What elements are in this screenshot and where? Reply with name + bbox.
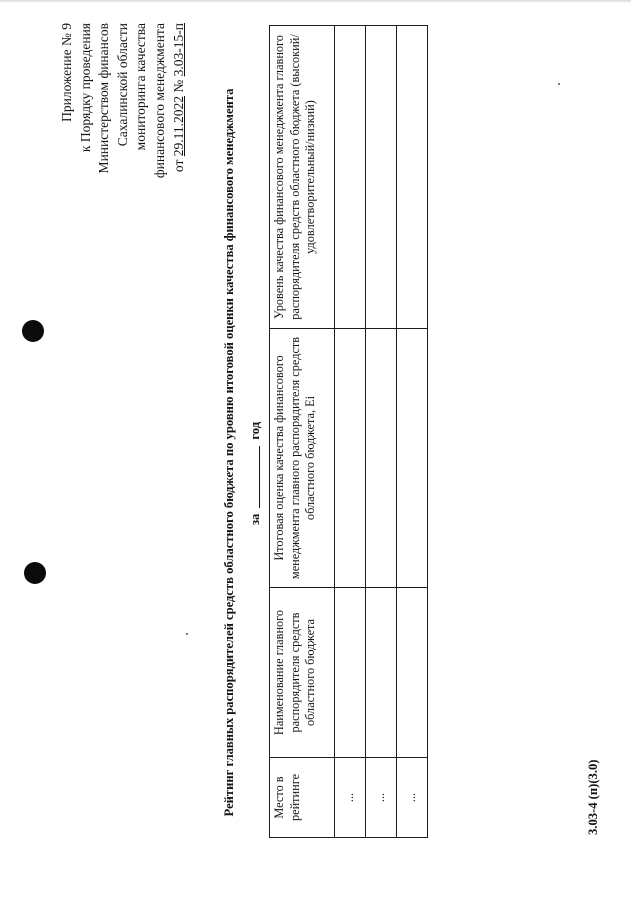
appendix-number: 3.03-15-п (170, 23, 186, 77)
cell-name (397, 588, 428, 758)
table-row (335, 26, 366, 838)
appendix-ref-mid: № (170, 76, 186, 96)
form-code: 3.03-4 (п)(3.0) (586, 759, 600, 835)
appendix-line: к Порядку проведения (77, 23, 93, 153)
appendix-line: Приложение № 9 (59, 23, 74, 122)
appendix-line: финансового менеджмента (151, 23, 167, 179)
cell-level (366, 26, 397, 329)
appendix-date: 29.11.2022 (170, 95, 186, 157)
cell-name (335, 588, 366, 758)
appendix-ref-prefix: от (170, 156, 186, 173)
cell-score (366, 329, 397, 588)
period-suffix: год (248, 421, 262, 440)
appendix-line: мониторинга качества (133, 23, 149, 151)
cell-rank: ... (335, 758, 366, 838)
table-row (366, 26, 397, 838)
table-row (397, 26, 428, 838)
table-header-row (270, 26, 335, 838)
period-blank (259, 446, 260, 508)
appendix-header (58, 23, 188, 255)
cell-rank: ... (366, 758, 397, 838)
header-score: Итоговая оценка качества финансового менеджмента главного распорядителя средств областного бюджета, Ei (270, 329, 335, 588)
period-prefix: за (248, 513, 262, 525)
period-line (248, 422, 263, 525)
scan-speck (558, 83, 560, 85)
scan-speck (186, 633, 188, 635)
header-level: Уровень качества финансового менеджмента главного распорядителя средств областного бюджета (высокий/удовлетворительный/низкий) (270, 26, 335, 329)
cell-name (366, 588, 397, 758)
header-name: Наименование главного распорядителя средств областного бюджета (270, 588, 335, 758)
cell-rank: ... (397, 758, 428, 838)
appendix-line: Сахалинской области (114, 23, 130, 147)
cell-level (397, 26, 428, 329)
cell-score (397, 329, 428, 588)
document-title: Рейтинг главных распорядителей средств областного бюджета по уровню итоговой оценки качества финансового менеджмента (222, 88, 236, 817)
header-rank: Место в рейтинге (270, 758, 335, 838)
appendix-reference (170, 23, 189, 255)
cell-level (335, 26, 366, 329)
rating-table (269, 25, 428, 838)
cell-score (335, 329, 366, 588)
appendix-line: Министерством финансов (96, 23, 112, 174)
